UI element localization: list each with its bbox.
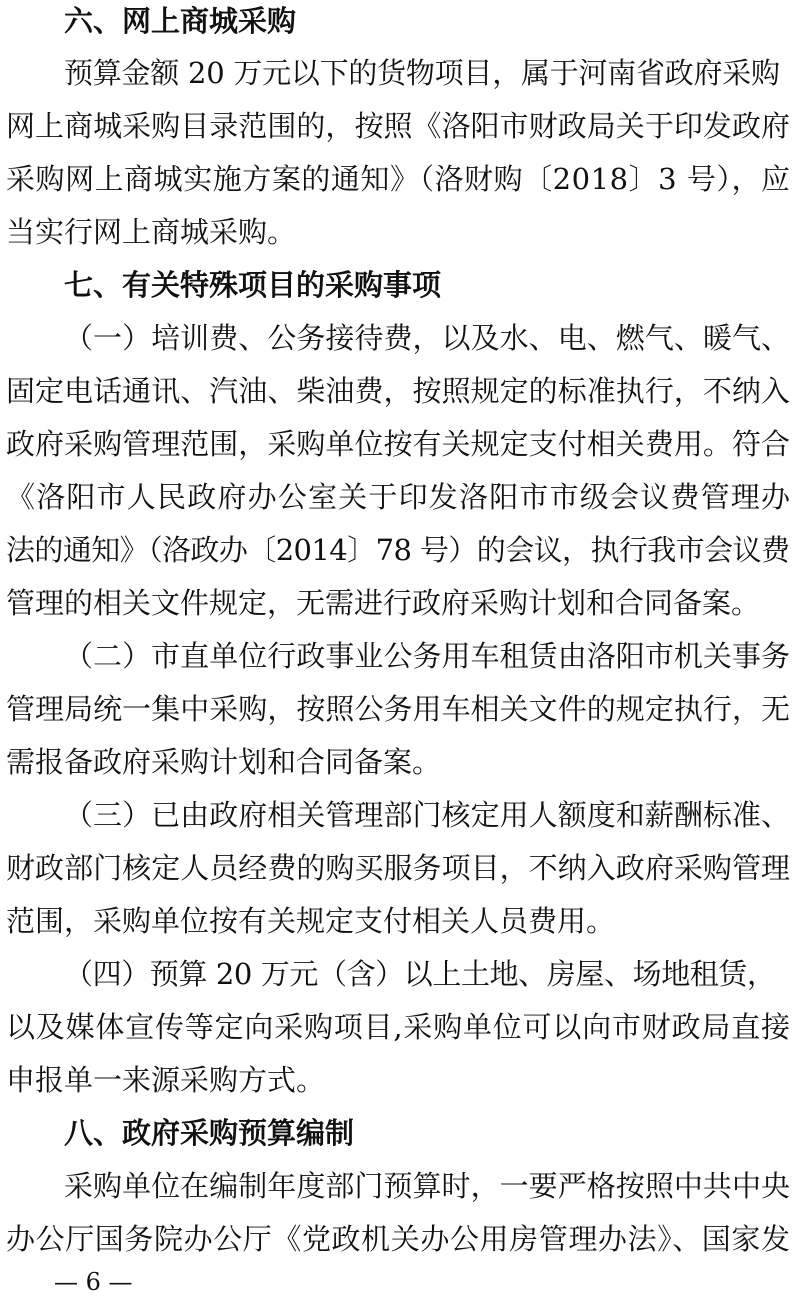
- paragraph-line: 以及媒体宣传等定向采购项目,采购单位可以向市财政局直接: [6, 1010, 791, 1044]
- paragraph-line: 采购网上商城实施方案的通知》（洛财购〔2018〕3 号），应: [6, 162, 791, 196]
- paragraph-line: 范围，采购单位按有关规定支付相关人员费用。: [6, 904, 616, 938]
- paragraph-line: 办公厅国务院办公厅《党政机关办公用房管理办法》、国家发: [6, 1222, 791, 1256]
- paragraph-line: 采购单位在编制年度部门预算时，一要严格按照中共中央: [64, 1169, 791, 1203]
- paragraph-line: （一）培训费、公务接待费，以及水、电、燃气、暖气、: [64, 321, 791, 355]
- paragraph-line: 预算金额 20 万元以下的货物项目，属于河南省政府采购: [64, 56, 780, 90]
- paragraph-line: 政府采购管理范围，采购单位按有关规定支付相关费用。符合: [6, 427, 791, 461]
- paragraph-line: 财政部门核定人员经费的购买服务项目，不纳入政府采购管理: [6, 851, 791, 885]
- paragraph-line: 管理的相关文件规定，无需进行政府采购计划和合同备案。: [6, 586, 761, 620]
- paragraph-line: 《洛阳市人民政府办公室关于印发洛阳市市级会议费管理办: [6, 480, 792, 514]
- paragraph-line: 法的通知》（洛政办〔2014〕78 号）的会议，执行我市会议费: [6, 533, 790, 567]
- paragraph-line: 申报单一来源采购方式。: [6, 1063, 326, 1097]
- paragraph-line: 当实行网上商城采购。: [6, 215, 297, 249]
- section-heading-8: 八、政府采购预算编制: [64, 1116, 355, 1150]
- paragraph-line: （四）预算 20 万元（含）以上土地、房屋、场地租赁，: [64, 957, 776, 991]
- paragraph-line: 网上商城采购目录范围的，按照《洛阳市财政局关于印发政府: [6, 109, 791, 143]
- paragraph-line: 需报备政府采购计划和合同备案。: [6, 745, 442, 779]
- paragraph-line: （二）市直单位行政事业公务用车租赁由洛阳市机关事务: [64, 639, 791, 673]
- section-heading-6: 六、网上商城采购: [64, 4, 297, 38]
- page-number: — 6 —: [54, 1268, 133, 1296]
- paragraph-line: 固定电话通讯、汽油、柴油费，按照规定的标准执行，不纳入: [6, 374, 791, 408]
- section-heading-7: 七、有关特殊项目的采购事项: [64, 268, 442, 302]
- paragraph-line: 管理局统一集中采购，按照公务用车相关文件的规定执行，无: [6, 692, 791, 726]
- paragraph-line: （三）已由政府相关管理部门核定用人额度和薪酬标准、: [64, 798, 791, 832]
